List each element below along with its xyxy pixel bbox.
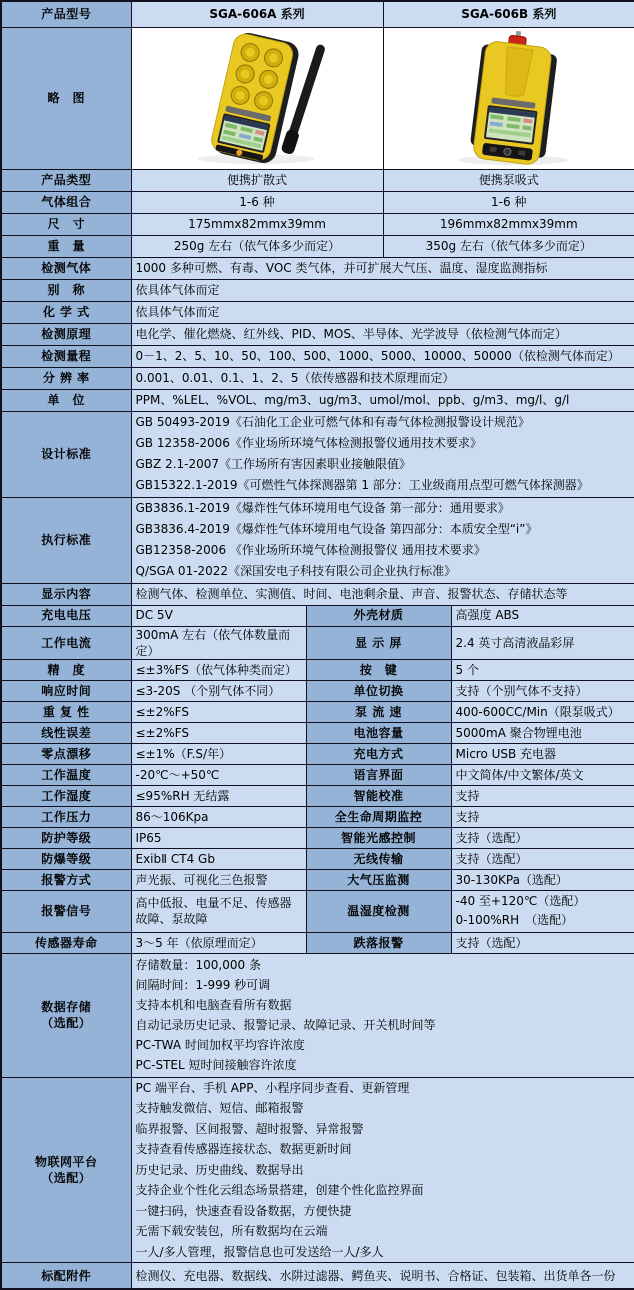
row-value: 电化学、催化燃烧、红外线、PID、MOS、半导体、光学波导（依检测气体而定） — [131, 323, 634, 345]
table-row-chemical-formula — [1, 301, 634, 323]
value-a: 1-6 种 — [131, 191, 383, 213]
feature-line: PC 端平台、手机 APP、小程序同步查看、更新管理 — [136, 1078, 631, 1099]
standard-line: GB 50493-2019《石油化工企业可燃气体和有毒气体检测报警设计规范》 — [136, 412, 631, 433]
row-label-2: 无线传输 — [306, 848, 451, 869]
table-row-quad — [1, 743, 634, 764]
table-row-quad — [1, 605, 634, 626]
row-value: 检测气体、检测单位、实测值、时间、电池剩余量、声音、报警状态、存储状态等 — [131, 583, 634, 605]
feature-line: 存储数量：100,000 条 — [136, 955, 631, 975]
sketch-row — [1, 27, 634, 169]
header-row — [1, 1, 634, 27]
feature-line: 无需下载安装包，所有数据均在云端 — [136, 1221, 631, 1242]
data-storage-label-line1: 数据存储 — [6, 999, 127, 1015]
row-label-2: 充电方式 — [306, 743, 451, 764]
row-value: PPM、%LEL、%VOL、mg/m3、ug/m3、umol/mol、ppb、g/m3、mg/l、g/l — [131, 389, 634, 411]
header-series-b: SGA-606B 系列 — [383, 1, 634, 27]
value-b: 196mmx82mmx39mm — [383, 213, 634, 235]
standard-line: GB15322.1-2019《可燃性气体探测器第 1 部分：工业级商用点型可燃气体探测器》 — [136, 475, 631, 496]
table-row-design-standard — [1, 411, 634, 497]
humidity-range-line: 0-100%RH （选配） — [456, 911, 631, 930]
feature-line: 一人/多人管理，报警信息也可发送给一人/多人 — [136, 1242, 631, 1263]
table-row-dimensions — [1, 213, 634, 235]
row-label: 气体组合 — [1, 191, 131, 213]
row-value-2: 2.4 英寸高清液晶彩屏 — [451, 626, 634, 659]
table-row-units — [1, 389, 634, 411]
table-row-data-storage — [1, 953, 634, 1077]
row-value-2: 高强度 ABS — [451, 605, 634, 626]
table-row-quad — [1, 680, 634, 701]
feature-line: 自动记录历史记录、报警记录、故障记录、开关机时间等 — [136, 1015, 631, 1035]
table-row-display-content — [1, 583, 634, 605]
row-label: 标配附件 — [1, 1263, 131, 1289]
row-label: 产品类型 — [1, 169, 131, 191]
row-label-1: 传感器寿命 — [1, 932, 131, 953]
row-label: 检测原理 — [1, 323, 131, 345]
feature-line: 一键扫码，快速查看设备数据，方便快捷 — [136, 1201, 631, 1222]
row-value-2: Micro USB 充电器 — [451, 743, 634, 764]
table-row-quad — [1, 764, 634, 785]
table-row-quad — [1, 848, 634, 869]
row-label-2: 电池容量 — [306, 722, 451, 743]
row-label-2: 按 键 — [306, 659, 451, 680]
row-value-2: 支持（个别气体不支持） — [451, 680, 634, 701]
table-row-quad — [1, 785, 634, 806]
table-row-alarm-signal — [1, 890, 634, 932]
feature-line: PC-STEL 短时间接触容许浓度 — [136, 1055, 631, 1075]
row-label-2: 外壳材质 — [306, 605, 451, 626]
feature-line: PC-TWA 时间加权平均容许浓度 — [136, 1035, 631, 1055]
design-standard-lines — [131, 411, 634, 497]
table-row-detection-range — [1, 345, 634, 367]
row-label — [1, 953, 131, 1077]
row-value-2: 支持 — [451, 785, 634, 806]
row-value-1: ≤95%RH 无结露 — [131, 785, 306, 806]
row-value-1: 高中低报、电量不足、传感器故障、泵故障 — [131, 890, 306, 932]
table-row-quad — [1, 827, 634, 848]
iot-platform-lines — [131, 1077, 634, 1263]
table-row-quad — [1, 806, 634, 827]
row-value: 依具体气体而定 — [131, 279, 634, 301]
data-storage-lines — [131, 953, 634, 1077]
row-value-1: 3～5 年（依原理而定） — [131, 932, 306, 953]
device-a-image-cell — [131, 27, 383, 169]
row-label-1: 零点漂移 — [1, 743, 131, 764]
row-value-1: ≤±1%（F.S/年） — [131, 743, 306, 764]
feature-line: 历史记录、历史曲线、数据导出 — [136, 1160, 631, 1181]
row-label-1: 重 复 性 — [1, 701, 131, 722]
row-label-2: 大气压监测 — [306, 869, 451, 890]
device-b-pump-detector-image — [388, 28, 634, 168]
table-row-exec-standard — [1, 497, 634, 583]
iot-label-line1: 物联网平台 — [6, 1154, 127, 1170]
row-label: 单 位 — [1, 389, 131, 411]
table-row-detected-gases — [1, 257, 634, 279]
table-row-resolution — [1, 367, 634, 389]
value-b: 1-6 种 — [383, 191, 634, 213]
row-value: 0－1、2、5、10、50、100、500、1000、5000、10000、50000（依检测气体而定） — [131, 345, 634, 367]
value-b: 便携泵吸式 — [383, 169, 634, 191]
value-a: 175mmx82mmx39mm — [131, 213, 383, 235]
row-label-2: 跌落报警 — [306, 932, 451, 953]
value-a: 便携扩散式 — [131, 169, 383, 191]
data-storage-label-line2: （选配） — [6, 1015, 127, 1031]
row-label-1: 工作电流 — [1, 626, 131, 659]
iot-label-line2: （选配） — [6, 1170, 127, 1186]
row-label-1: 精 度 — [1, 659, 131, 680]
table-row-product-type — [1, 169, 634, 191]
row-label-1: 防护等级 — [1, 827, 131, 848]
row-label-2: 单位切换 — [306, 680, 451, 701]
standard-line: GB 12358-2006《作业场所环境气体检测报警仪通用技术要求》 — [136, 433, 631, 454]
row-label-2: 智能校准 — [306, 785, 451, 806]
feature-line: 支持查看传感器连接状态、数据更新时间 — [136, 1139, 631, 1160]
row-label: 显示内容 — [1, 583, 131, 605]
feature-line: 临界报警、区间报警、超时报警、异常报警 — [136, 1119, 631, 1140]
row-value-1: IP65 — [131, 827, 306, 848]
table-row-quad — [1, 659, 634, 680]
standard-line: GBZ 2.1-2007《工作场所有害因素职业接触限值》 — [136, 454, 631, 475]
table-row-iot-platform — [1, 1077, 634, 1263]
row-value-1: 声光振、可视化三色报警 — [131, 869, 306, 890]
feature-line: 间隔时间：1-999 秒可调 — [136, 975, 631, 995]
row-label-1: 工作湿度 — [1, 785, 131, 806]
row-label-1: 报警方式 — [1, 869, 131, 890]
row-value: 检测仪、充电器、数据线、水阱过滤器、鳄鱼夹、说明书、合格证、包装箱、出货单各一份 — [131, 1263, 634, 1289]
value-b: 350g 左右（依气体多少而定） — [383, 235, 634, 257]
row-label-1: 工作温度 — [1, 764, 131, 785]
row-label-2: 显 示 屏 — [306, 626, 451, 659]
standard-line: GB3836.1-2019《爆炸性气体环境用电气设备 第一部分：通用要求》 — [136, 498, 631, 519]
row-value-1: ≤±2%FS — [131, 722, 306, 743]
device-b-image-cell — [383, 27, 634, 169]
row-label-2: 语言界面 — [306, 764, 451, 785]
row-value-1: 300mA 左右（依气体数量而定） — [131, 626, 306, 659]
row-value-1: ≤3-20S （个别气体不同） — [131, 680, 306, 701]
row-label-2: 温湿度检测 — [306, 890, 451, 932]
exec-standard-lines — [131, 497, 634, 583]
row-label: 重 量 — [1, 235, 131, 257]
table-row-weight — [1, 235, 634, 257]
row-value-2 — [451, 890, 634, 932]
row-value-1: ExibⅡ CT4 Gb — [131, 848, 306, 869]
feature-line: 支持触发微信、短信、邮箱报警 — [136, 1098, 631, 1119]
device-a-diffusion-detector-image — [136, 28, 384, 168]
device-b-screen — [483, 105, 537, 145]
row-label: 检测量程 — [1, 345, 131, 367]
row-label: 分 辨 率 — [1, 367, 131, 389]
row-label: 执行标准 — [1, 497, 131, 583]
row-label: 别 称 — [1, 279, 131, 301]
row-label-1: 线性误差 — [1, 722, 131, 743]
row-value-2: 支持（选配） — [451, 932, 634, 953]
row-label — [1, 1077, 131, 1263]
row-value-2: 支持（选配） — [451, 848, 634, 869]
standard-line: Q/SGA 01-2022《深国安电子科技有限公司企业执行标准》 — [136, 561, 631, 582]
table-row-gas-combination — [1, 191, 634, 213]
row-label-1: 防爆等级 — [1, 848, 131, 869]
row-value-2: 5000mA 聚合物锂电池 — [451, 722, 634, 743]
header-series-a: SGA-606A 系列 — [131, 1, 383, 27]
row-label-2: 智能光感控制 — [306, 827, 451, 848]
row-label-1: 响应时间 — [1, 680, 131, 701]
table-row-alias — [1, 279, 634, 301]
row-label: 化 学 式 — [1, 301, 131, 323]
row-value: 依具体气体而定 — [131, 301, 634, 323]
row-label-1: 报警信号 — [1, 890, 131, 932]
temp-range-line: -40 至+120℃（选配） — [456, 892, 631, 911]
standard-line: GB12358-2006 《作业场所环境气体检测报警仪 通用技术要求》 — [136, 540, 631, 561]
row-value-2: 中文简体/中文繁体/英文 — [451, 764, 634, 785]
row-value-1: 86～106Kpa — [131, 806, 306, 827]
row-value-1: ≤±2%FS — [131, 701, 306, 722]
row-value-1: DC 5V — [131, 605, 306, 626]
row-label-1: 充电电压 — [1, 605, 131, 626]
standard-line: GB3836.4-2019《爆炸性气体环境用电气设备 第四部分：本质安全型“i”》 — [136, 519, 631, 540]
row-value-1: -20℃～+50℃ — [131, 764, 306, 785]
table-row-detection-principle — [1, 323, 634, 345]
row-value-2: 30-130KPa（选配） — [451, 869, 634, 890]
row-label-1: 工作压力 — [1, 806, 131, 827]
row-value-2: 400-600CC/Min（限泵吸式） — [451, 701, 634, 722]
table-row-quad — [1, 869, 634, 890]
row-value-2: 支持（选配） — [451, 827, 634, 848]
row-label-2: 泵 流 速 — [306, 701, 451, 722]
feature-line: 支持本机和电脑查看所有数据 — [136, 995, 631, 1015]
row-value: 1000 多种可燃、有毒、VOC 类气体，并可扩展大气压、温度、湿度监测指标 — [131, 257, 634, 279]
row-value: 0.001、0.01、0.1、1、2、5（依传感器和技术原理而定） — [131, 367, 634, 389]
table-row-quad — [1, 626, 634, 659]
row-label-2: 全生命周期监控 — [306, 806, 451, 827]
table-row-quad — [1, 722, 634, 743]
table-row-accessories — [1, 1263, 634, 1289]
sketch-label: 略 图 — [1, 27, 131, 169]
row-label: 尺 寸 — [1, 213, 131, 235]
header-product-model-label: 产品型号 — [1, 1, 131, 27]
row-value-2: 5 个 — [451, 659, 634, 680]
value-a: 250g 左右（依气体多少而定） — [131, 235, 383, 257]
feature-line: 支持企业个性化云组态场景搭建，创建个性化监控界面 — [136, 1180, 631, 1201]
row-value-2: 支持 — [451, 806, 634, 827]
row-value-1: ≤±3%FS（依气体种类而定） — [131, 659, 306, 680]
table-row-sensor-life — [1, 932, 634, 953]
table-row-quad — [1, 701, 634, 722]
row-label: 检测气体 — [1, 257, 131, 279]
row-label: 设计标准 — [1, 411, 131, 497]
